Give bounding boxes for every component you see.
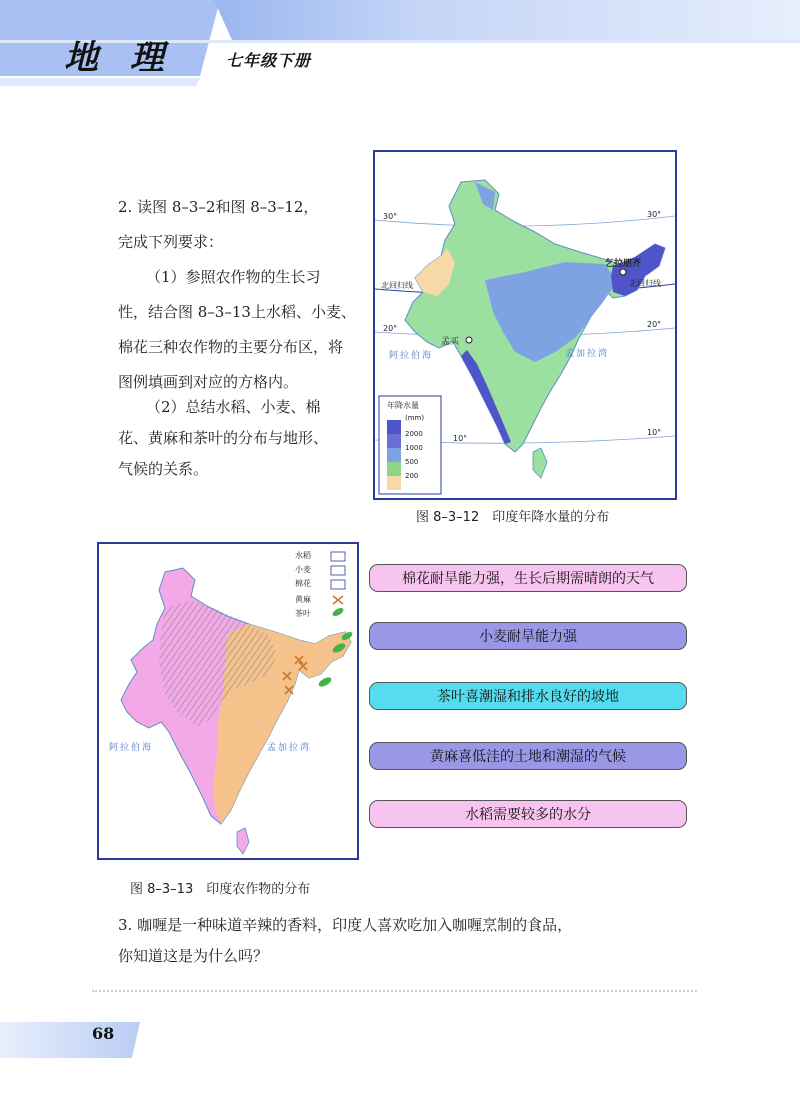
city-label: 乞拉朋齐 [605,259,642,269]
latitude-label: 20° [383,324,398,333]
habit-text: 茶叶喜潮湿和排水良好的坡地 [437,689,619,705]
latitude-label: 10° [647,428,662,437]
habit-wheat [369,622,687,650]
sea-label: 孟加拉湾 [267,743,312,753]
legend-label: 茶叶 [295,609,311,618]
q2-line: （2）总结水稻、小麦、棉 [146,398,321,416]
habit-rice [369,800,687,828]
habit-text: 黄麻喜低洼的土地和潮湿的气候 [430,749,626,765]
crops-map [99,544,357,858]
city-label: 孟买 [441,337,460,347]
legend-swatch [387,434,401,448]
habit-jute [369,742,687,770]
q2-line: 气候的关系。 [118,460,209,478]
sea-label: 阿拉伯海 [109,743,154,753]
q2-line: （1）参照农作物的生长习 [146,268,321,286]
latitude-label: 30° [647,210,662,219]
page-number: 68 [92,1024,115,1043]
q2-line: 完成下列要求： [118,233,224,251]
habit-text: 棉花耐旱能力强，生长后期需晴朗的天气 [402,571,654,587]
q3-line: 3. 咖喱是一种味道辛辣的香料，印度人喜欢吃加入咖喱烹制的食品， [118,916,573,934]
tropic-label: 北回归线 [381,281,413,290]
figure-caption: 图 8–3–13 印度农作物的分布 [130,882,311,897]
sea-label: 孟加拉湾 [565,349,610,359]
legend-label: 黄麻 [295,595,311,604]
q2-line: 花、黄麻和茶叶的分布与地形、 [118,429,329,447]
legend-swatch [387,448,401,462]
habit-text: 水稻需要较多的水分 [465,807,591,823]
grade-label: 七年级下册 [226,51,312,70]
legend-unit: (mm) [405,414,425,422]
legend-swatch-top [387,420,401,434]
legend-box [331,552,345,561]
legend-swatch [387,476,401,490]
figure-caption: 图 8–3–12 印度年降水量的分布 [416,510,610,525]
habit-tea [369,682,687,710]
q2-line: 性，结合图 8–3–13上水稻、小麦、 [118,303,356,321]
legend-value: 2000 [405,430,423,438]
sea-label: 阿拉伯海 [389,351,434,361]
legend-value: 500 [405,458,419,466]
legend-value: 200 [405,472,419,480]
latitude-label: 10° [453,434,468,443]
q2-line: 2. 读图 8–3–2和图 8–3–12， [118,198,319,216]
page-header [0,0,800,100]
subject-title: 地 理 [64,38,174,78]
legend-label: 小麦 [295,565,311,574]
q3-line: 你知道这是为什么吗？ [118,947,269,965]
legend-box [331,566,345,575]
habit-text: 小麦耐旱能力强 [479,629,577,645]
legend-label: 棉花 [295,579,311,588]
q2-line: 图例填画到对应的方格内。 [118,373,299,391]
legend-swatch [387,462,401,476]
footer-banner [0,1014,160,1064]
latitude-label: 30° [383,212,398,221]
rainfall-map-figure [373,150,677,500]
divider [92,990,697,992]
city-marker [620,269,626,275]
latitude-label: 20° [647,320,662,329]
city-marker [466,337,472,343]
q2-line: 棉花三种农作物的主要分布区，将 [118,338,344,356]
legend-value: 1000 [405,444,423,452]
tropic-label: 北回归线 [629,279,661,288]
legend-title: 年降水量 [387,401,419,410]
habit-cotton [369,564,687,592]
crops-map-figure [97,542,359,860]
legend-box [331,580,345,589]
legend-label: 水稻 [295,551,311,560]
